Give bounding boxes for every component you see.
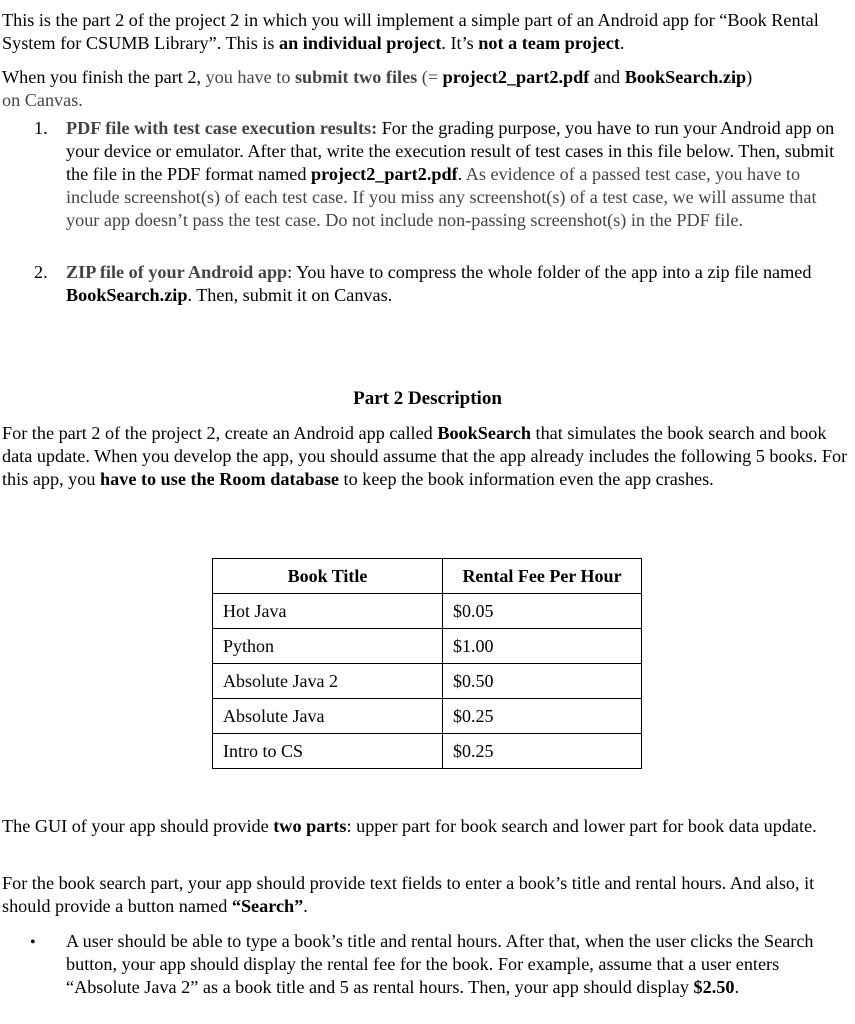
gui-text: : upper part for book search and lower part for book data update.	[346, 816, 817, 836]
zip-filename: BookSearch.zip	[66, 285, 188, 305]
list-item-text: For the grading purpose, you have to run your Android app on your device or emulator. After that, write the execution result of test cases in this file below. Then, submit the file in the PDF format named	[66, 118, 835, 184]
example-fee: $2.50	[693, 977, 735, 997]
search-part-text: For the book search part, your app should provide text fields to enter a book’s title and rental hours. And also, it should provide a button named	[2, 873, 815, 916]
list-item-text: . Then, submit it on Canvas.	[187, 285, 393, 305]
zip-filename: BookSearch.zip	[624, 67, 747, 87]
table-row	[213, 664, 642, 699]
list-item-title: PDF file with test case execution results:	[66, 118, 378, 138]
bullet-text: A user should be able to type a book’s title and rental hours. After that, when the user clicks the Search button, your app should display the rental fee for the book. For example, assume that a user enters “Absolute Java 2” as a book title and 5 as rental hours. Then, your app should display	[66, 931, 814, 997]
column-header: Rental Fee Per Hour	[443, 559, 642, 594]
list-item-text: : You have to compress the whole folder of the app into a zip file named	[287, 262, 812, 282]
intro-text: . It’s	[441, 33, 479, 53]
book-title-cell: Intro to CS	[213, 734, 443, 769]
description-text: that simulates the book search and book data update. When you develop the app, you should assume that the app already includes the following 5 books. For this app, you	[2, 423, 848, 489]
gui-text: The GUI of your app should provide	[2, 816, 274, 836]
description-paragraph	[2, 422, 852, 491]
book-title-cell: Absolute Java 2	[213, 664, 443, 699]
pdf-filename: project2_part2.pdf	[442, 67, 590, 87]
bullet-text: .	[734, 977, 739, 997]
gui-paragraph	[2, 815, 852, 838]
submission-text: you have to	[205, 67, 295, 87]
search-button-name: “Search”	[231, 896, 304, 916]
table-row	[213, 629, 642, 664]
table-header-row	[213, 559, 642, 594]
table-row	[213, 699, 642, 734]
list-item-title: ZIP file of your Android app	[66, 262, 288, 282]
rental-fee-cell: $0.50	[443, 664, 642, 699]
section-heading: Part 2 Description	[353, 388, 502, 409]
column-header: Book Title	[213, 559, 443, 594]
intro-emphasis-individual: an individual project	[279, 33, 442, 53]
list-item-zip	[66, 261, 852, 307]
submission-text: )	[746, 67, 753, 87]
intro-text: .	[619, 33, 625, 53]
rental-fee-cell: $1.00	[443, 629, 642, 664]
submission-emphasis: submit two files	[294, 67, 418, 87]
table-row	[213, 594, 642, 629]
list-number: 2.	[34, 262, 48, 282]
book-title-cell: Python	[213, 629, 443, 664]
room-database-emphasis: have to use the Room database	[100, 469, 339, 489]
bullet-item	[66, 930, 852, 999]
table-row	[213, 734, 642, 769]
description-text: For the part 2 of the project 2, create an Android app called	[2, 423, 438, 443]
rental-fee-cell: $0.25	[443, 699, 642, 734]
bullet-icon: •	[30, 934, 36, 951]
book-title-cell: Hot Java	[213, 594, 443, 629]
rental-fee-cell: $0.05	[443, 594, 642, 629]
rental-fee-cell: $0.25	[443, 734, 642, 769]
intro-text: This is the part 2 of the project 2 in which you will implement a simple part of an Android app for “Book Rental System for CSUMB Library”. This is	[2, 10, 819, 53]
list-item-pdf	[66, 117, 852, 232]
search-part-paragraph	[2, 872, 852, 918]
book-title-cell: Absolute Java	[213, 699, 443, 734]
submission-text: (=	[417, 67, 443, 87]
list-item-note: As evidence of a passed test case, you have to include screenshot(s) of each test case. If you miss any screenshot(s) of a test case, we will assume that your app doesn’t pass the test case. Do not include non-passing screenshot(s) in the PDF file.	[66, 164, 817, 230]
two-parts-emphasis: two parts	[273, 816, 347, 836]
search-part-text: .	[303, 896, 308, 916]
list-item-text: .	[457, 164, 466, 184]
submission-text: on Canvas.	[2, 90, 83, 110]
pdf-filename: project2_part2.pdf	[310, 164, 458, 184]
app-name: BookSearch	[437, 423, 531, 443]
book-table	[212, 558, 642, 769]
intro-emphasis-not-team: not a team project	[478, 33, 620, 53]
submission-text: and	[589, 67, 625, 87]
intro-paragraph	[2, 9, 852, 55]
submission-paragraph	[2, 66, 852, 112]
submission-text: When you finish the part 2,	[2, 67, 206, 87]
description-text: to keep the book information even the app crashes.	[338, 469, 714, 489]
list-number: 1.	[34, 118, 48, 138]
